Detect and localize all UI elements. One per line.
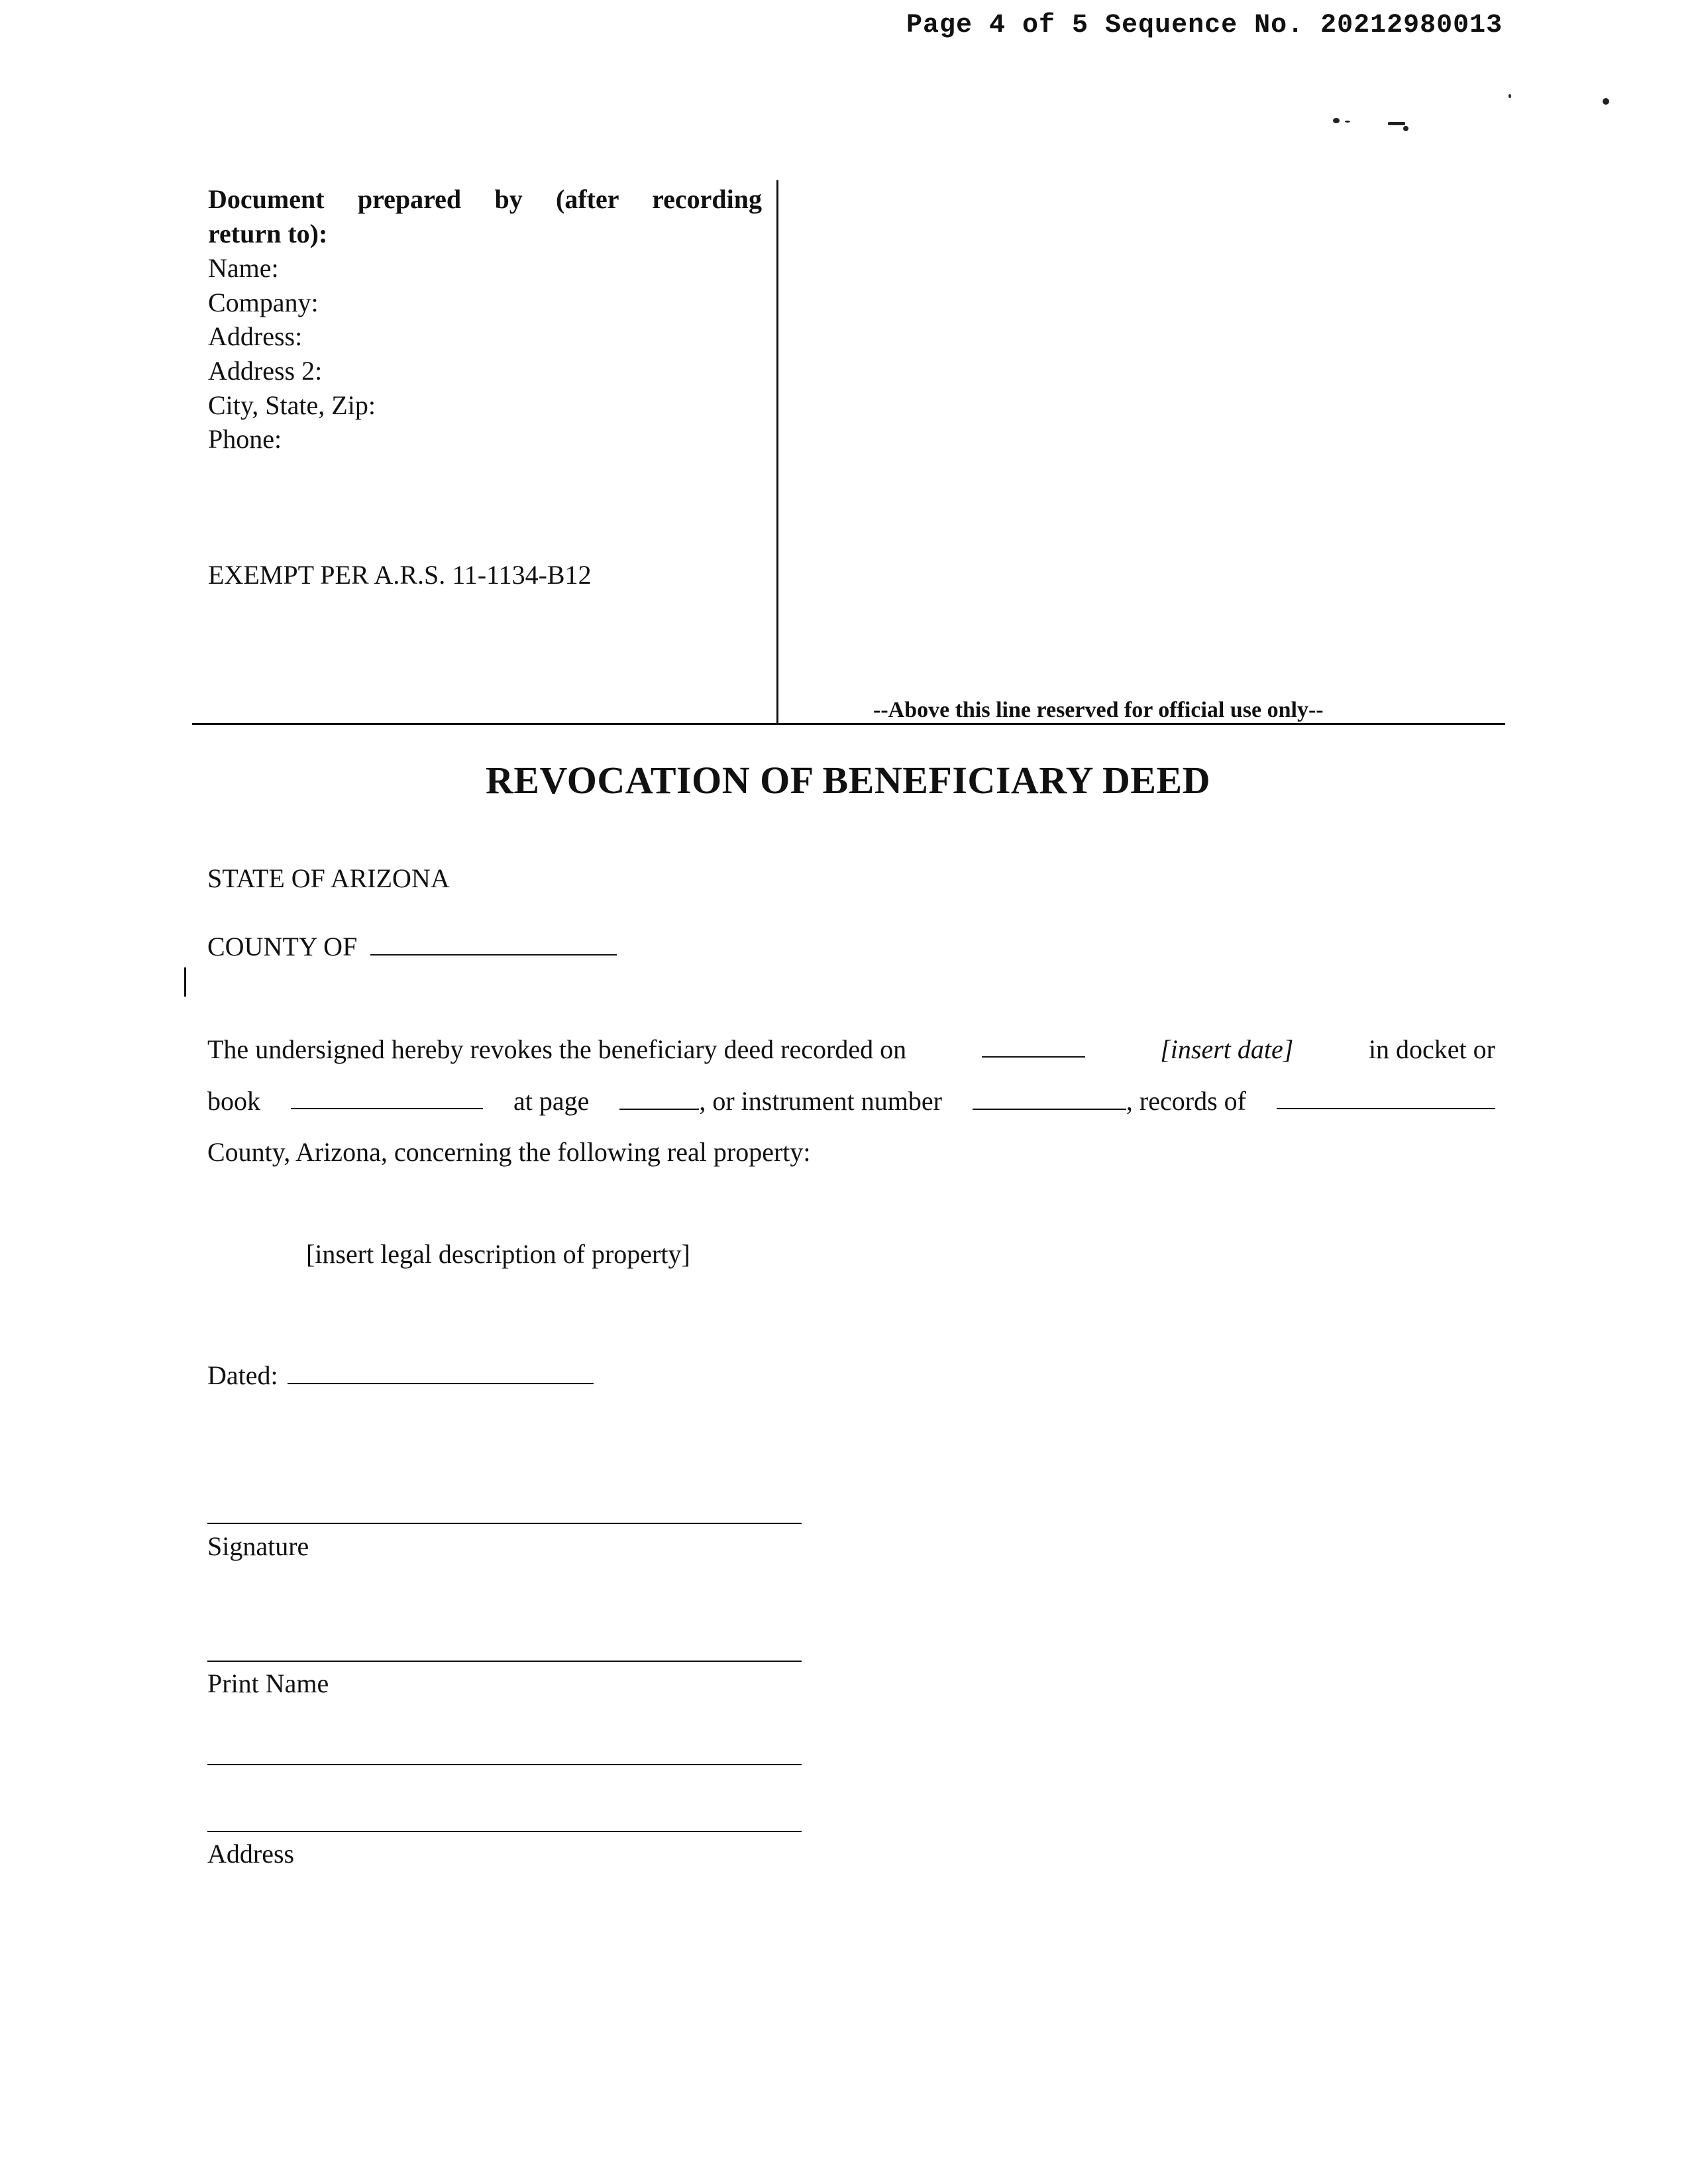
prepared-by-heading-cont: return to):: [208, 219, 328, 248]
dated-blank[interactable]: [288, 1359, 594, 1384]
state-label: STATE OF ARIZONA: [207, 863, 450, 893]
page-number-group: [619, 1084, 942, 1119]
county-label: COUNTY OF: [207, 932, 358, 961]
document-title: REVOCATION OF BENEFICIARY DEED: [485, 759, 1211, 802]
body-text-at-page: at page: [513, 1086, 590, 1116]
print-name-line[interactable]: [207, 1661, 802, 1662]
field-city-state-zip-label: City, State, Zip:: [208, 390, 376, 420]
scan-speck: [1603, 98, 1609, 105]
county-blank[interactable]: [370, 930, 617, 956]
scan-speck: [1388, 122, 1405, 125]
instrument-number-group: [973, 1084, 1246, 1119]
dated-label: Dated:: [207, 1360, 278, 1390]
exempt-statement: EXEMPT PER A.R.S. 11-1134-B12: [208, 560, 592, 590]
address-line-1[interactable]: [207, 1764, 802, 1765]
county-line: [207, 930, 617, 964]
body-line-1: [207, 1032, 1495, 1067]
body-line-2: [207, 1084, 1495, 1119]
address-label: Address: [207, 1839, 295, 1869]
scan-speck: [1403, 126, 1408, 131]
address-line-2[interactable]: [207, 1831, 802, 1832]
body-line-3: County, Arizona, concerning the following real property:: [207, 1137, 811, 1167]
field-address2-label: Address 2:: [208, 356, 323, 386]
recording-area-divider: [776, 180, 778, 725]
legal-description-placeholder: [insert legal description of property]: [306, 1239, 690, 1269]
signature-line[interactable]: [207, 1523, 802, 1524]
page-sequence-header: Page 4 of 5 Sequence No. 20212980013: [906, 11, 1503, 40]
scan-speck: [1333, 118, 1340, 123]
body-text-docket: in docket or: [1368, 1034, 1495, 1064]
book-blank[interactable]: [291, 1084, 483, 1109]
page-blank[interactable]: [619, 1085, 699, 1110]
body-text-book: book: [207, 1086, 260, 1116]
body-text-revokes: The undersigned hereby revokes the beneficiary deed recorded on: [207, 1034, 907, 1064]
body-text-instrument: , or instrument number: [699, 1086, 942, 1116]
signature-label: Signature: [207, 1531, 309, 1561]
official-use-notice: --Above this line reserved for official use only--: [873, 698, 1324, 722]
field-address-label: Address:: [208, 321, 303, 351]
print-name-label: Print Name: [207, 1668, 329, 1698]
field-phone-label: Phone:: [208, 424, 282, 454]
instrument-number-blank[interactable]: [973, 1085, 1126, 1110]
scan-speck: [1509, 94, 1511, 98]
records-county-blank[interactable]: [1277, 1084, 1495, 1109]
recorded-date-blank[interactable]: [982, 1032, 1085, 1058]
insert-date-hint: [insert date]: [1160, 1034, 1294, 1064]
dated-line: [207, 1358, 594, 1393]
margin-mark: [184, 967, 186, 997]
field-company-label: Company:: [208, 288, 319, 317]
body-text-records-of: , records of: [1126, 1086, 1246, 1116]
scan-speck: [1345, 121, 1350, 123]
field-name-label: Name:: [208, 253, 279, 283]
prepared-by-heading: Document prepared by (after recording: [208, 184, 762, 214]
